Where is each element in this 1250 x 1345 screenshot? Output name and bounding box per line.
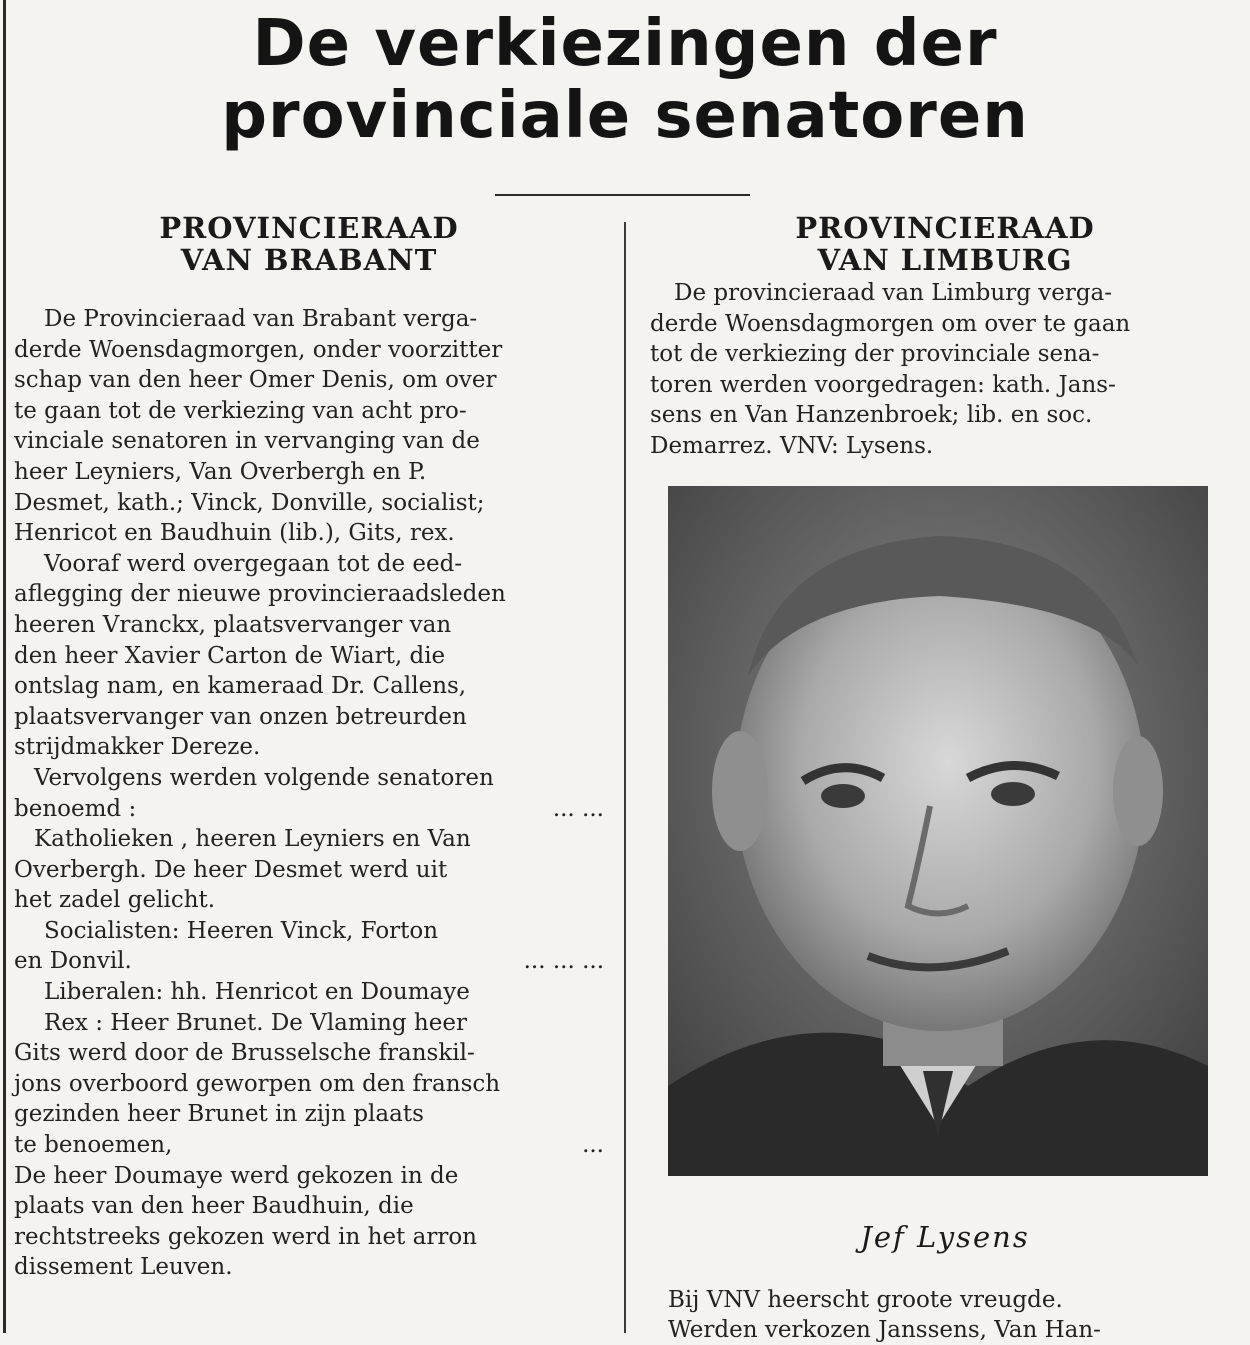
paragraph-8: [14, 1161, 604, 1283]
heading-line: PROVINCIERAAD: [159, 211, 459, 245]
paragraph-4: [14, 824, 604, 916]
text-line: toren werden voorgedragen: kath. Jans-: [650, 371, 1116, 398]
portrait-illustration: [668, 486, 1208, 1176]
left-column-rule: [3, 0, 6, 1333]
text-line: strijdmakker Dereze.: [14, 734, 261, 761]
text-line: De heer Doumaye werd gekozen in de: [14, 1162, 459, 1189]
text-line: den heer Xavier Carton de Wiart, die: [14, 642, 446, 669]
paragraph-limburg: [650, 278, 1240, 462]
text-line: Henricot en Baudhuin (lib.), Gits, rex.: [14, 520, 455, 547]
headline-line-2: provinciale senatoren: [221, 79, 1029, 153]
ellipsis: ...: [582, 1132, 604, 1159]
paragraph-7: [14, 1008, 604, 1161]
text-line: ontslag nam, en kameraad Dr. Callens,: [14, 673, 467, 700]
heading-line: PROVINCIERAAD: [795, 211, 1095, 245]
ellipsis: ... ... ...: [523, 948, 604, 975]
text-line: sens en Van Hanzenbroek; lib. en soc.: [650, 402, 1093, 429]
article-limburg: [650, 212, 1240, 462]
ellipsis: ... ...: [552, 795, 604, 822]
article-brabant: [14, 212, 604, 1283]
heading-line: VAN BRABANT: [180, 243, 438, 277]
text-line: heer Leyniers, Van Overbergh en P.: [14, 458, 427, 485]
text-line: De Provincieraad van Brabant verga-: [44, 306, 478, 332]
heading-line: VAN LIMBURG: [817, 243, 1073, 277]
text-line: Overbergh. De heer Desmet werd uit: [14, 856, 448, 883]
text-line: Vervolgens werden volgende senatoren: [34, 764, 494, 791]
text-span: te benoemen,: [14, 1132, 173, 1159]
text-line: [14, 1130, 604, 1161]
paragraph-1: [14, 304, 604, 549]
section-heading-brabant: [14, 212, 604, 276]
paragraph-2: [14, 549, 604, 763]
text-line: jons overboord geworpen om den fransch: [14, 1070, 501, 1097]
text-line: derde Woensdagmorgen, onder voorzitter: [14, 336, 503, 363]
photo-caption: Jef Lysens: [860, 1220, 1030, 1254]
text-line: Rex : Heer Brunet. De Vlaming heer: [44, 1009, 467, 1036]
text-line: plaats van den heer Baudhuin, die: [14, 1193, 414, 1220]
text-line: Demarrez. VNV: Lysens.: [650, 432, 934, 459]
text-line: vinciale senatoren in vervanging van de: [14, 428, 480, 455]
bottom-paragraph: [668, 1285, 1228, 1345]
paragraph-6: [14, 977, 604, 1008]
text-span: en Donvil.: [14, 948, 132, 975]
headline-line-1: De verkiezingen der: [252, 7, 998, 81]
paragraph-5: [14, 916, 604, 977]
text-line: Vooraf werd overgegaan tot de eed-: [44, 550, 463, 577]
section-heading-limburg: [650, 212, 1240, 276]
text-line: het zadel gelicht.: [14, 887, 216, 914]
text-line: [14, 946, 604, 977]
text-line: Liberalen: hh. Henricot en Doumaye: [44, 979, 470, 1006]
text-line: Desmet, kath.; Vinck, Donville, socialist;: [14, 489, 485, 516]
text-line: Socialisten: Heeren Vinck, Forton: [44, 917, 439, 944]
text-line: Bij VNV heerscht groote vreugde.: [668, 1287, 1063, 1313]
paragraph-3: [14, 763, 604, 824]
text-line: derde Woensdagmorgen om over te gaan: [650, 310, 1131, 337]
text-span: benoemd :: [14, 795, 137, 822]
text-line: Katholieken , heeren Leyniers en Van: [34, 826, 471, 853]
page-headline: [0, 8, 1250, 152]
text-line: schap van den heer Omer Denis, om over: [14, 367, 497, 394]
text-line: dissement Leuven.: [14, 1254, 233, 1281]
text-line: [14, 794, 604, 825]
text-line: Gits werd door de Brusselsche franskil-: [14, 1040, 475, 1067]
text-line: plaatsvervanger van onzen betreurden: [14, 703, 467, 730]
text-line: Werden verkozen Janssens, Van Han-: [668, 1317, 1101, 1343]
text-line: heeren Vranckx, plaatsvervanger van: [14, 611, 452, 638]
text-line: rechtstreeks gekozen werd in het arron: [14, 1223, 477, 1250]
text-line: gezinden heer Brunet in zijn plaats: [14, 1101, 424, 1128]
column-divider: [624, 222, 626, 1333]
portrait-photo: [668, 486, 1208, 1176]
text-line: tot de verkiezing der provinciale sena-: [650, 341, 1100, 368]
text-line: te gaan tot de verkiezing van acht pro-: [14, 397, 467, 424]
text-line: De provincieraad van Limburg verga-: [674, 280, 1113, 306]
text-line: aflegging der nieuwe provincieraadsleden: [14, 581, 506, 608]
headline-rule: [495, 194, 750, 196]
